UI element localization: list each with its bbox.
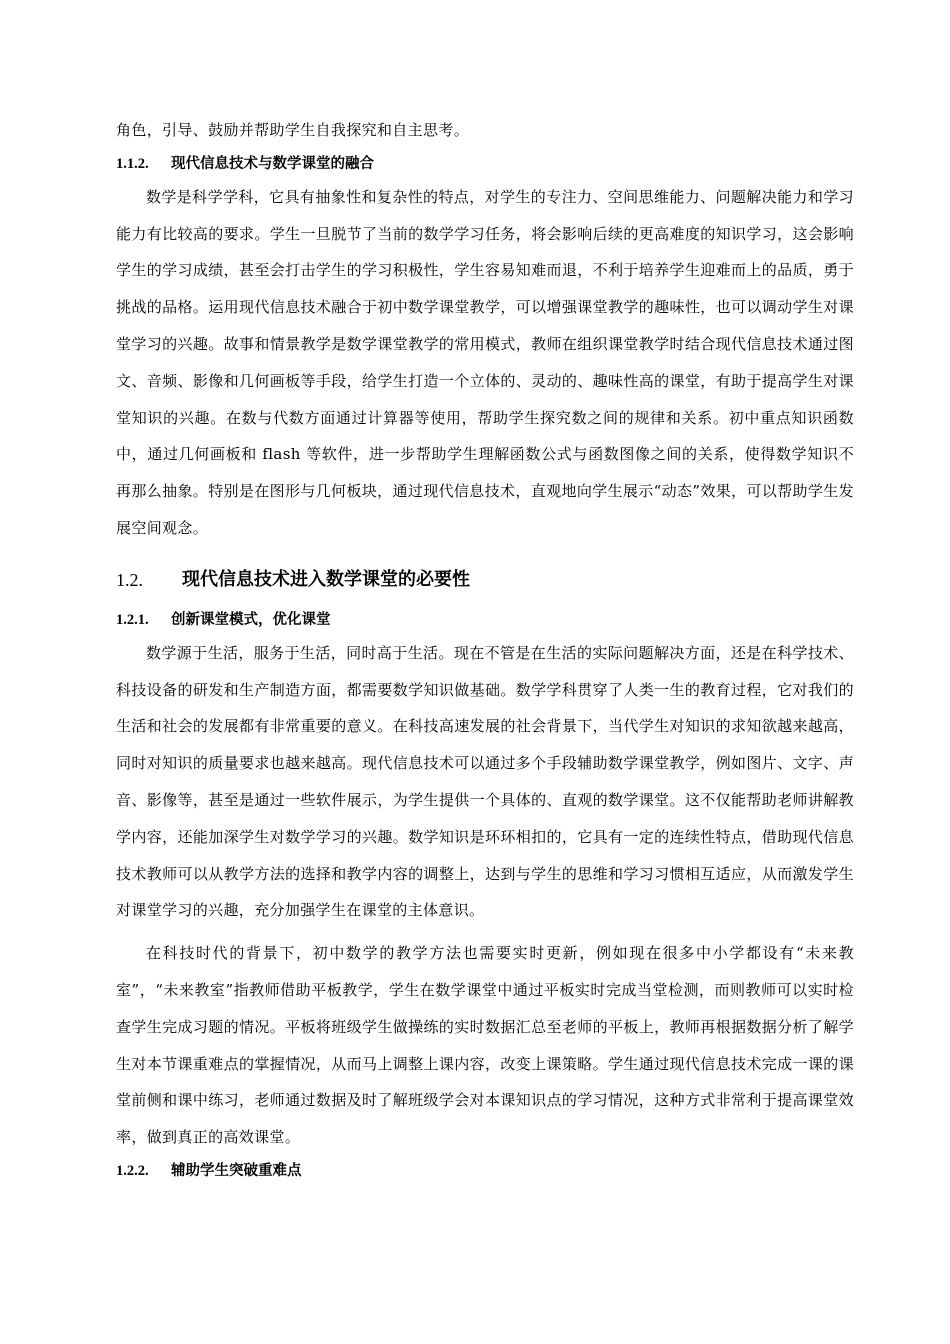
paragraph-1-2-1-b: 在科技时代的背景下，初中数学的教学方法也需要实时更新，例如现在很多中小学都设有“未来教室”，“未来教室”指教师借助平板教学，学生在数学课堂中通过平板实时完成当堂检测，而则教师可以实时检查学生完成习题的情况。平板将班级学生做操练的实时数据汇总至老师的平板上，教师再根据数据分析了解学生对本节课重难点的掌握情况，从而马上调整上课内容，改变上课策略。学生通过现代信息技术完成一课的课堂前侧和课中练习，老师通过数据及时了解班级学会对本课知识点的学习情况，这种方式非常利于提高课堂效率，做到真正的高效课堂。 bbox=[116, 944, 854, 1147]
heading-1-1-2 bbox=[116, 149, 854, 179]
intro-continuation-paragraph: 角色，引导、鼓励并帮助学生自我探究和自主思考。 bbox=[116, 121, 470, 139]
heading-number: 1.2. bbox=[116, 569, 143, 590]
heading-1-2-1 bbox=[116, 605, 854, 635]
heading-number: 1.2.2. bbox=[116, 1162, 149, 1179]
heading-1-2-2 bbox=[116, 1156, 854, 1186]
heading-title: 创新课堂模式，优化课堂 bbox=[171, 610, 331, 628]
heading-title: 现代信息技术与数学课堂的融合 bbox=[171, 154, 374, 172]
heading-title: 辅助学生突破重难点 bbox=[171, 1161, 302, 1179]
paragraph-1-1-2: 数学是科学学科，它具有抽象性和复杂性的特点，对学生的专注力、空间思维能力、问题解决能力和学习能力有比较高的要求。学生一旦脱节了当前的数学学习任务，将会影响后续的更高难度的知识学习，这会影响学生的学习成绩，甚至会打击学生的学习积极性，学生容易知难而退，不利于培养学生迎难而上的品质，勇于挑战的品格。运用现代信息技术融合于初中数学课堂教学，可以增强课堂教学的趣味性，也可以调动学生对课堂学习的兴趣。故事和情景教学是数学课堂教学的常用模式，教师在组织课堂教学时结合现代信息技术通过图文、音频、影像和几何画板等手段，给学生打造一个立体的、灵动的、趣味性高的课堂，有助于提高学生对课堂知识的兴趣。在数与代数方面通过计算器等使用，帮助学生探究数之间的规律和关系。初中重点知识函数中，通过几何画板和 flash 等软件，进一步帮助学生理解函数公式与函数图像之间的关系，使得数学知识不再那么抽象。特别是在图形与几何板块，通过现代信息技术，直观地向学生展示“动态”效果，可以帮助学生发展空间观念。 bbox=[116, 187, 854, 537]
heading-number: 1.2.1. bbox=[116, 611, 149, 628]
heading-number: 1.1.2. bbox=[116, 155, 149, 172]
heading-1-2 bbox=[116, 555, 854, 605]
paragraph-1-2-1-a: 数学源于生活，服务于生活，同时高于生活。现在不管是在生活的实际问题解决方面，还是在科学技术、科技设备的研发和生产制造方面，都需要数学知识做基础。数学学科贯穿了人类一生的教育过程，它对我们的生活和社会的发展都有非常重要的意义。在科技高速发展的社会背景下，当代学生对知识的求知欲越来越高，同时对知识的质量要求也越来越高。现代信息技术可以通过多个手段辅助数学课堂教学，例如图片、文字、声音、影像等，甚至是通过一些软件展示，为学生提供一个具体的、直观的数学课堂。这不仅能帮助老师讲解教学内容，还能加深学生对数学学习的兴趣。数学知识是环环相扣的，它具有一定的连续性特点，借助现代信息技术教师可以从教学方法的选择和教学内容的调整上，达到与学生的思维和学习习惯相互适应，从而激发学生对课堂学习的兴趣，充分加强学生在课堂的主体意识。 bbox=[116, 643, 854, 920]
page-content bbox=[116, 112, 854, 1186]
heading-title: 现代信息技术进入数学课堂的必要性 bbox=[182, 568, 470, 590]
